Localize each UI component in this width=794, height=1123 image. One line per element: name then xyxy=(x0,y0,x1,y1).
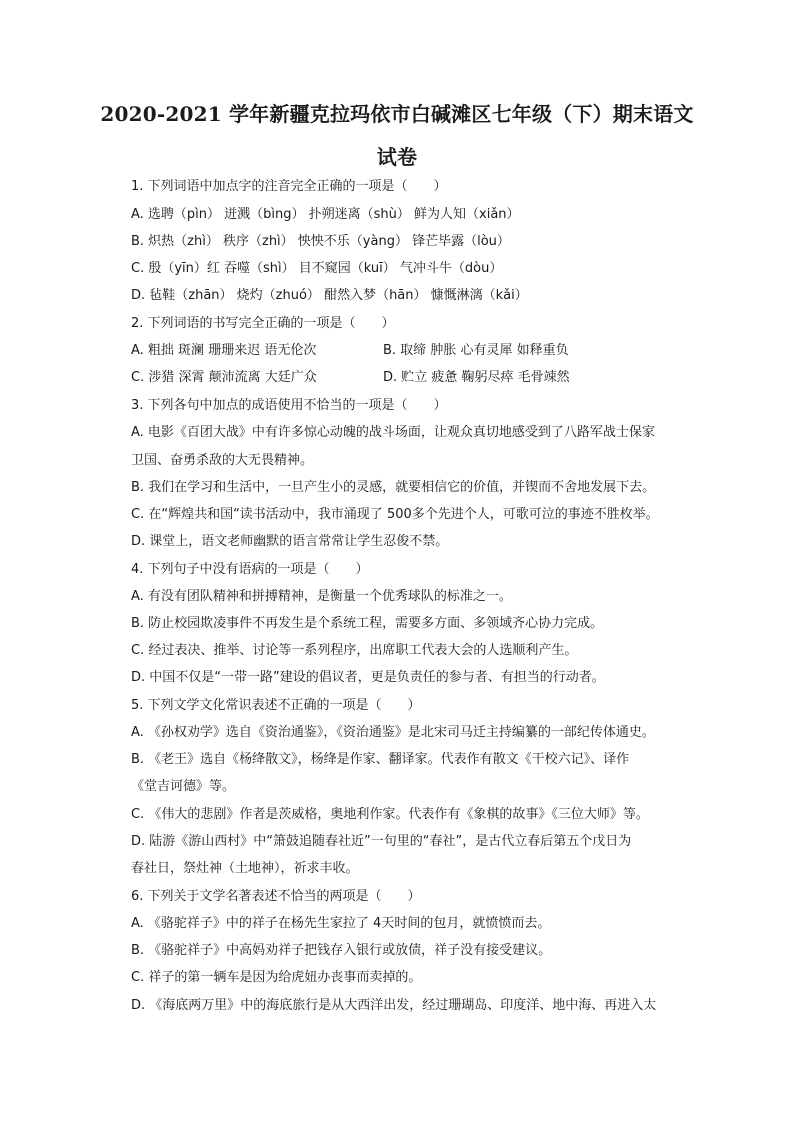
question-5-option-c: C. 《伟大的悲剧》作者是茨威格，奥地利作家。代表作有《象棋的故事》《三位大师》等。 xyxy=(131,807,649,822)
question-1-option-b: B. 炽热（zhì） 秩序（zhì） 怏怏不乐（yàng） 锋芒毕露（lòu） xyxy=(131,234,510,249)
question-4-option-d: D. 中国不仅是“一带一路”建设的倡议者，更是负责任的参与者、有担当的行动者。 xyxy=(131,670,605,685)
question-6-option-a: A. 《骆驼祥子》中的祥子在杨先生家拉了 4天时间的包月，就愤愤而去。 xyxy=(131,916,551,931)
question-4-stem: 4. 下列句子中没有语病的一项是（ ） xyxy=(131,562,369,577)
question-3-option-b: B. 我们在学习和生活中，一旦产生小的灵感，就要相信它的价值，并锲而不舍地发展下去。 xyxy=(131,480,656,495)
question-2-stem: 2. 下列词语的书写完全正确的一项是（ ） xyxy=(131,316,395,331)
question-1-stem: 1. 下列词语中加点字的注音完全正确的一项是（ ） xyxy=(131,179,447,194)
question-4-option-a: A. 有没有团队精神和拼搏精神，是衡量一个优秀球队的标准之一。 xyxy=(131,589,512,604)
exam-title-line2: 试卷 xyxy=(376,145,418,169)
question-2-option-c: C. 涉猎 深霄 颠沛流离 大廷广众 xyxy=(131,370,317,385)
question-1-option-d: D. 毡鞋（zhān） 烧灼（zhuó） 酣然入梦（hān） 慷慨淋漓（kǎi） xyxy=(131,288,528,303)
question-1-option-a: A. 选聘（pìn） 迸溅（bìng） 扑朔迷离（shù） 鲜为人知（xiǎn） xyxy=(131,207,520,222)
question-5-stem: 5. 下列文学文化常识表述不正确的一项是（ ） xyxy=(131,698,421,713)
question-6-stem: 6. 下列关于文学名著表述不恰当的两项是（ ） xyxy=(131,889,421,904)
question-1-option-c: C. 殷（yīn）红 吞噬（shì） 目不窥园（kuī） 气冲斗牛（dòu） xyxy=(131,261,503,276)
question-2-option-a: A. 粗拙 斑澜 珊珊来迟 语无伦次 xyxy=(131,343,317,358)
question-6-option-d: D. 《海底两万里》中的海底旅行是从大西洋出发，经过珊瑚岛、印度洋、地中海、再进入太 xyxy=(131,998,657,1013)
question-4-option-c: C. 经过表决、推举、讨论等一系列程序，出席职工代表大会的人选顺利产生。 xyxy=(131,643,578,658)
question-5-option-d-line2: 春社日，祭灶神（土地神），祈求丰收。 xyxy=(131,861,359,876)
question-3-stem: 3. 下列各句中加点的成语使用不恰当的一项是（ ） xyxy=(131,398,447,413)
question-6-option-b: B. 《骆驼祥子》中高妈劝祥子把钱存入银行或放债，祥子没有接受建议。 xyxy=(131,943,552,958)
question-3-option-c: C. 在“辉煌共和国“读书活动中，我市涌现了 500多个先进个人，可歌可泣的事迹不胜枚举。 xyxy=(131,507,659,522)
question-3-option-d: D. 课堂上，语文老师幽默的语言常常让学生忍俊不禁。 xyxy=(131,534,449,549)
question-5-option-a: A. 《孙权劝学》选自《资治通鉴》，《资治通鉴》是北宋司马迁主持编纂的一部纪传体通史。 xyxy=(131,725,655,740)
question-5-option-b-line1: B. 《老王》选自《杨绛散文》，杨绛是作家、翻译家。代表作有散文《干校六记》、译作 xyxy=(131,752,630,767)
question-2-option-d: D. 贮立 疲惫 鞠躬尽瘁 毛骨竦然 xyxy=(383,370,570,385)
question-3-option-a-line1: A. 电影《百团大战》中有许多惊心动魄的战斗场面，让观众真切地感受到了八路军战士保家 xyxy=(131,425,655,440)
question-6-option-c: C. 祥子的第一辆车是因为给虎妞办丧事而卖掉的。 xyxy=(131,970,422,985)
question-5-option-d-line1: D. 陆游《游山西村》中“箫鼓追随春社近”一句里的“春社”，是古代立春后第五个戊日为 xyxy=(131,834,632,849)
question-2-option-b: B. 取缔 肿胀 心有灵犀 如释重负 xyxy=(383,343,569,358)
question-3-option-a-line2: 卫国、奋勇杀敌的大无畏精神。 xyxy=(131,453,314,468)
question-4-option-b: B. 防止校园欺凌事件不再发生是个系统工程，需要多方面、多领域齐心协力完成。 xyxy=(131,616,604,631)
question-5-option-b-line2: 《堂吉诃德》等。 xyxy=(131,779,236,794)
exam-title-line1: 2020-2021 学年新疆克拉玛依市白碱滩区七年级（下）期末语文 xyxy=(100,102,694,126)
